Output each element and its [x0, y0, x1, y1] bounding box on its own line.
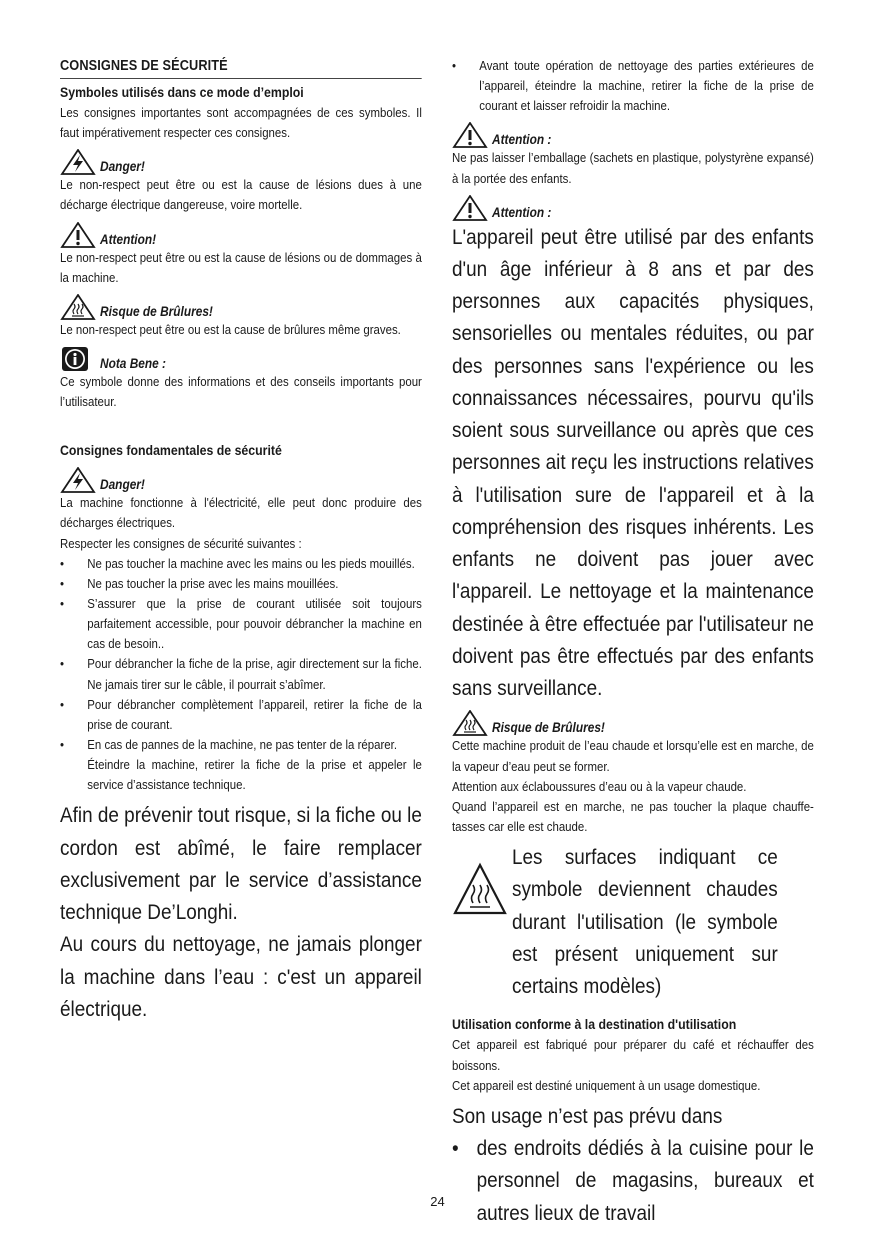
- list-item: • Ne pas toucher la prise avec les mains mouillées.: [60, 574, 422, 594]
- list-item: • En cas de pannes de la machine, ne pas tenter de la réparer.: [60, 735, 422, 755]
- list-item: • Pour débrancher complètement l’appareil, retirer la fiche de la prise de courant.: [60, 695, 422, 735]
- nota-text: Ce symbole donne des informations et des conseils importants pour l’utilisateur.: [60, 374, 422, 410]
- symbols-title: Symboles utilisés dans ce mode d’emploi: [60, 84, 304, 101]
- respect-text: Respecter les consignes de sécurité suivantes :: [60, 535, 302, 551]
- cleaning-bullet-list: [452, 56, 814, 116]
- burn-text-3: Quand l’appareil est en marche, ne pas toucher la plaque chauffe-tasses car elle est chaude.: [452, 798, 814, 835]
- list-item: • Pour débrancher la fiche de la prise, agir directement sur la fiche. Ne jamais tirer sur le câble, il pourrait s’abîmer.: [60, 654, 422, 694]
- burn-label: Risque de Brûlures!: [492, 720, 605, 736]
- attention1-label: Attention :: [492, 132, 552, 148]
- symbols-intro: Les consignes importantes sont accompagnées de ces symboles. Il faut impérativement respecter ces consignes.: [60, 105, 422, 141]
- burn-symbol-row: [60, 294, 422, 320]
- electric-danger-icon: [60, 149, 96, 175]
- burn-label: Risque de Brûlures!: [100, 303, 213, 319]
- attention2-label: Attention :: [492, 204, 552, 220]
- big-use-intro: Son usage n’est pas prévu dans: [452, 1103, 723, 1128]
- big-text-cord: Afin de prévenir tout risque, si la fiche ou le cordon est abîmé, le faire remplacer exclusivement par le service d’assistance technique De’Longhi.: [60, 803, 422, 925]
- use-bullet-list: [452, 1132, 814, 1229]
- page-number: 24: [430, 1194, 445, 1209]
- nota-label: Nota Bene :: [100, 356, 167, 371]
- burn-text: Le non-respect peut être ou est la cause de brûlures même graves.: [60, 321, 401, 337]
- list-item: • Ne pas toucher la machine avec les mains ou les pieds mouillés.: [60, 554, 422, 574]
- electric-danger-icon: [60, 467, 96, 493]
- big-text-cleaning: Au cours du nettoyage, ne jamais plonger la machine dans l’eau : c'est un appareil électrique.: [60, 932, 422, 1021]
- use-text-2: Cet appareil est destiné uniquement à un usage domestique.: [452, 1077, 761, 1093]
- warning-icon: [452, 122, 488, 148]
- burn-symbol-row: [452, 710, 814, 736]
- burn-text-2: Attention aux éclaboussures d’eau ou à la vapeur chaude.: [452, 778, 747, 794]
- fundamentals-title: Consignes fondamentales de sécurité: [60, 442, 282, 459]
- attention-text: Le non-respect peut être ou est la cause de lésions ou de dommages à la machine.: [60, 249, 422, 285]
- warning-icon: [452, 195, 488, 221]
- burn-text-1: Cette machine produit de l’eau chaude et lorsqu’elle est en marche, de la vapeur d’eau peut se former.: [452, 738, 814, 774]
- warning-icon: [60, 222, 96, 248]
- danger-label: Danger!: [100, 159, 145, 175]
- left-column: [60, 56, 422, 1025]
- safety-bullet-list: [60, 554, 422, 755]
- hot-surface-icon: [452, 861, 508, 917]
- list-item: • Avant toute opération de nettoyage des parties extérieures de l’appareil, éteindre la machine, retirer la fiche de la prise de courant et laisser refroidir la machine.: [452, 56, 814, 116]
- danger-symbol-row: [60, 149, 422, 175]
- attention1-symbol-row: [452, 122, 814, 148]
- attention2-symbol-row: [452, 195, 814, 221]
- big-text-children: L'appareil peut être utilisé par des enfants d'un âge inférieur à 8 ans et par des personnes aux capacités physiques, sensorielles ou mentales réduites, ou par des personnes sans l'expérience ou les connaissances nécessaires, pourvu qu'ils soient sous surveillance ou après que ces personnes ait reçu les instructions relatives à l'utilisation sure de l'appareil et à la compréhension des risques inhérents. Les enfants ne doivent pas jouer avec l'appareil. Le nettoyage et la maintenance destinée à être effectuée par l'utilisateur ne doivent pas être effectués par des enfants sans surveillance.: [452, 224, 814, 701]
- right-column: [452, 56, 814, 1229]
- hot-surface-notice: [452, 841, 814, 1002]
- use-title: Utilisation conforme à la destination d'utilisation: [452, 1016, 737, 1033]
- hot-surface-icon: [452, 710, 488, 736]
- danger2-symbol-row: [60, 467, 422, 493]
- nota-symbol-row: [60, 346, 422, 372]
- use-text-1: Cet appareil est fabriqué pour préparer du café et réchauffer des boissons.: [452, 1037, 814, 1073]
- list-item: • S’assurer que la prise de courant utilisée soit toujours parfaitement accessible, pour pouvoir débrancher la machine en cas de besoin..: [60, 594, 422, 654]
- main-title: CONSIGNES DE SÉCURITÉ: [60, 56, 422, 79]
- info-icon: [60, 346, 96, 372]
- attention1-text: Ne pas laisser l’emballage (sachets en plastique, polystyrène expansé) à la portée des enfants.: [452, 150, 814, 186]
- attention-symbol-row: [60, 222, 422, 248]
- hot-surface-icon: [60, 294, 96, 320]
- danger2-label: Danger!: [100, 477, 145, 493]
- bullet-extra-text: Éteindre la machine, retirer la fiche de la prise et appeler le service d’assistance technique.: [87, 757, 422, 793]
- hot-surface-text: Les surfaces indiquant ce symbole deviennent chaudes durant l'utilisation (le symbole est présent uniquement sur certains modèles): [512, 845, 778, 999]
- attention-label: Attention!: [100, 231, 157, 247]
- danger-text: Le non-respect peut être ou est la cause de lésions dues à une décharge électrique dangereuse, voire mortelle.: [60, 177, 422, 213]
- danger2-text: La machine fonctionne à l'électricité, elle peut donc produire des décharges électriques.: [60, 495, 422, 531]
- list-item: • des endroits dédiés à la cuisine pour le personnel de magasins, bureaux et autres lieux de travail: [452, 1132, 814, 1229]
